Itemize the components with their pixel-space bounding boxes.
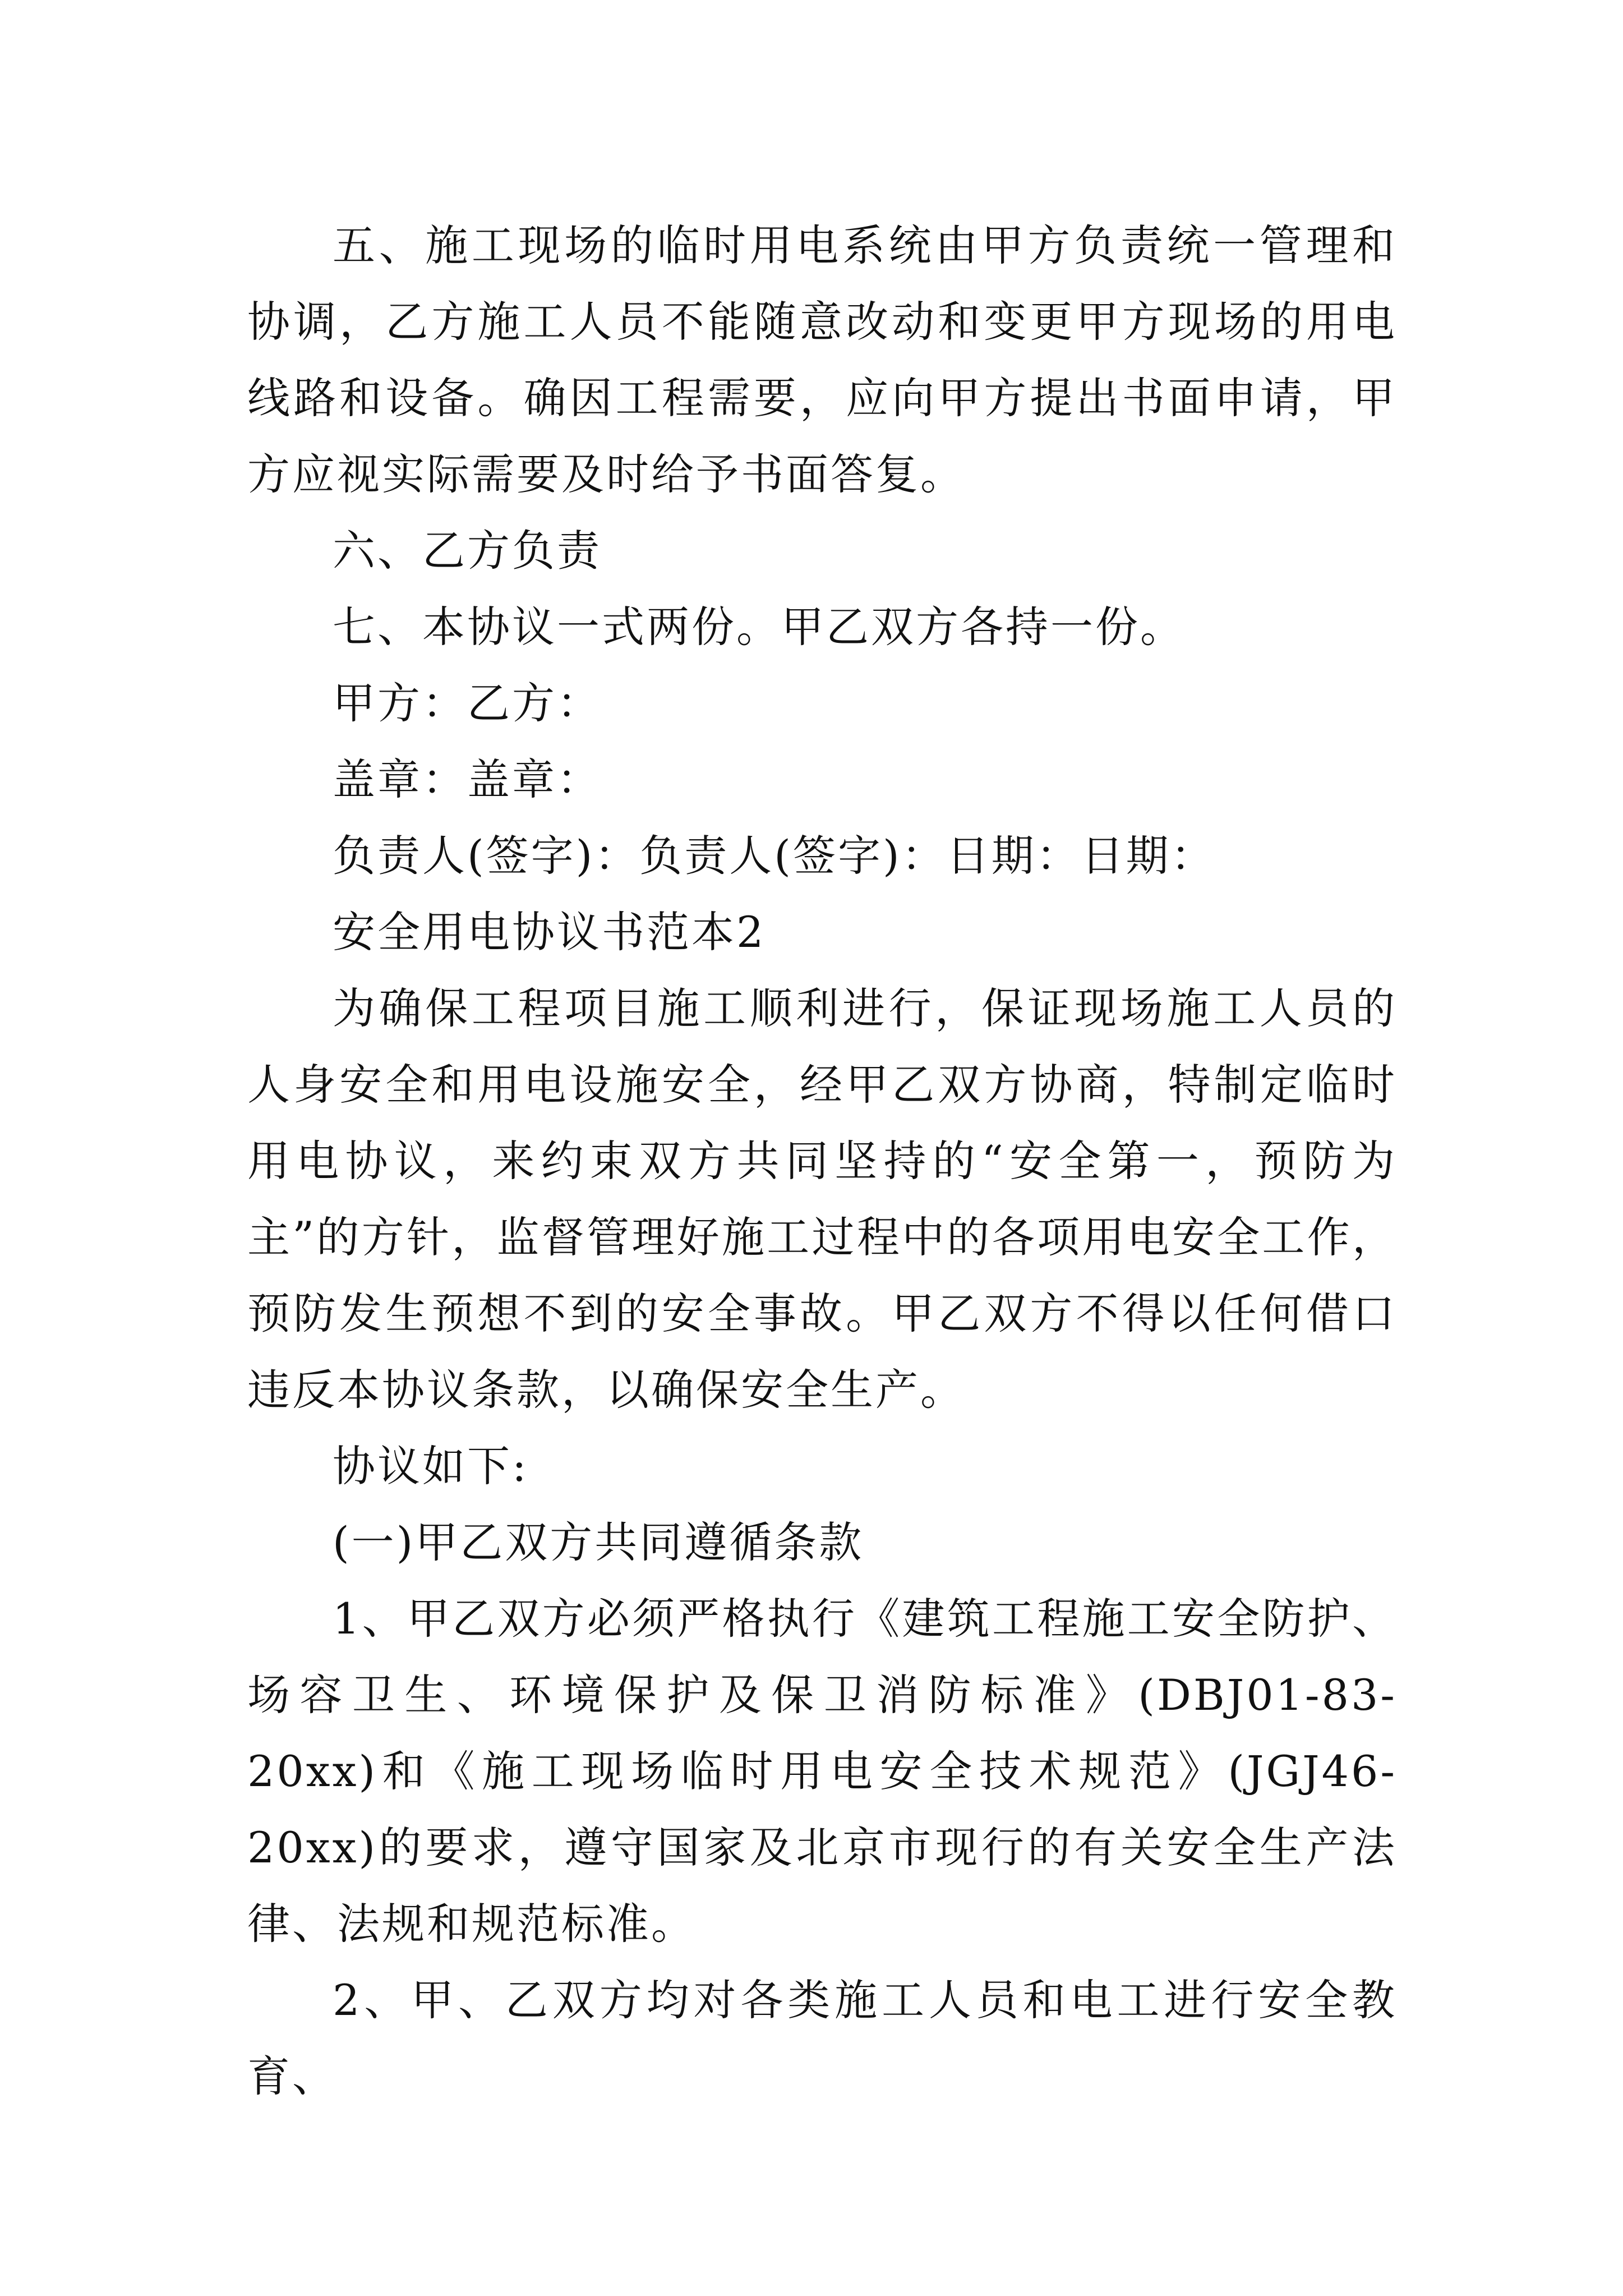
signature-party-line: 甲方：乙方： [333, 678, 602, 728]
paragraph-item-1: 1、甲乙双方必须严格执行《建筑工程施工安全防护、场容卫生、环境保护及保卫消防标准》(DBJ01-83-20xx)和《施工现场临时用电安全技术规范》(JGJ46-20xx)的要求，遵守国家及北京市现行的有关安全生产法律、法规和规范标准。 [247, 1594, 1397, 1949]
paragraph-clause-5: 五、施工现场的临时用电系统由甲方负责统一管理和协调，乙方施工人员不能随意改动和变更甲方现场的用电线路和设备。确因工程需要，应向甲方提出书面申请，甲方应视实际需要及时给予书面答复。 [247, 220, 1397, 499]
paragraph-subsection-heading: (一)甲乙双方共同遵循条款 [333, 1517, 864, 1567]
section-title: 安全用电协议书范本2 [333, 907, 766, 957]
signature-seal-line: 盖章：盖章： [333, 754, 602, 804]
signature-responsible-date-line: 负责人(签字)：负责人(签字)：日期：日期： [333, 831, 1216, 881]
paragraph-intro: 为确保工程项目施工顺利进行，保证现场施工人员的人身安全和用电设施安全，经甲乙双方协商，特制定临时用电协议，来约束双方共同坚持的“安全第一，预防为主”的方针，监督管理好施工过程中的各项用电安全工作，预防发生预想不到的安全事故。甲乙双方不得以任何借口违反本协议条款，以确保安全生产。 [247, 983, 1397, 1415]
paragraph-item-2: 2、甲、乙双方均对各类施工人员和电工进行安全教育、 [247, 1975, 1397, 2101]
paragraph-clause-6: 六、乙方负责 [333, 526, 602, 576]
paragraph-agreement-heading: 协议如下: [333, 1441, 529, 1491]
paragraph-clause-7: 七、本协议一式两份。甲乙双方各持一份。 [333, 602, 1185, 652]
document-body [247, 208, 1397, 2115]
